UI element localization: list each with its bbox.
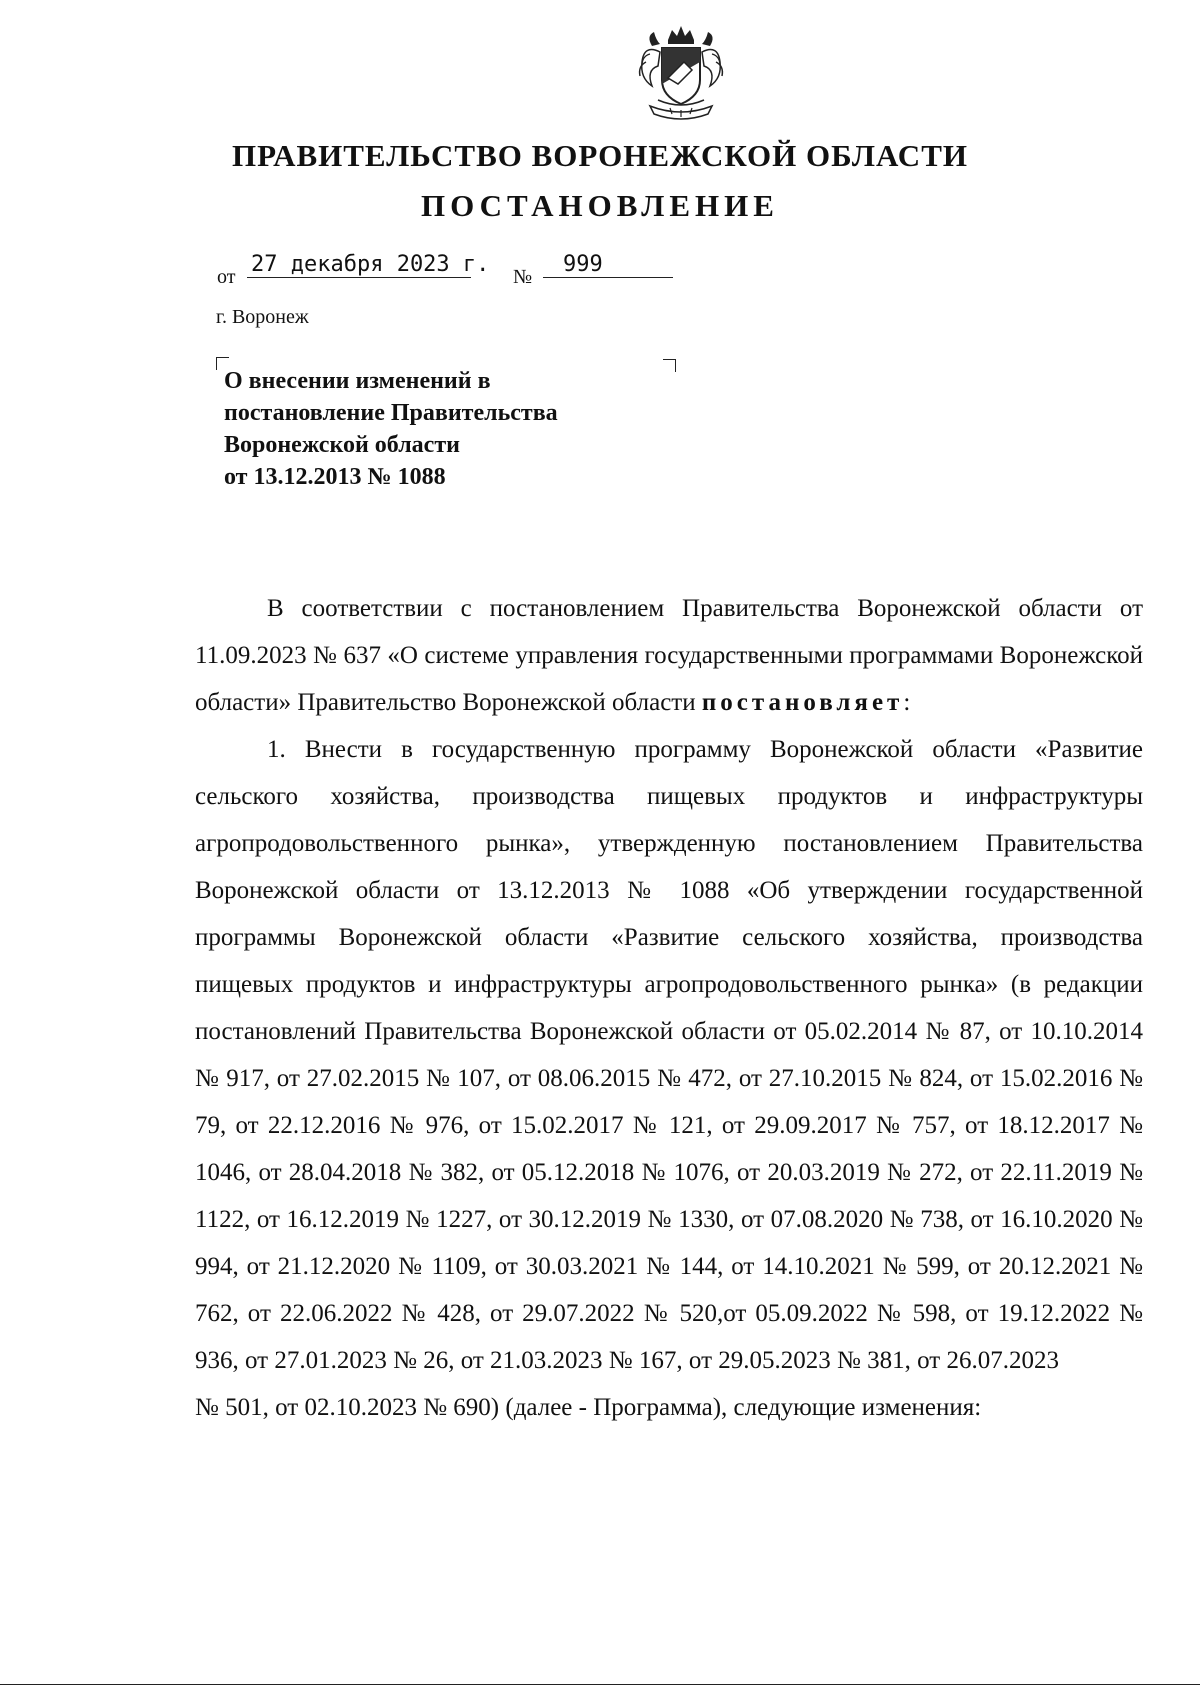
page-bottom-rule: [0, 1684, 1200, 1685]
document-date: 27 декабря 2023 г.: [247, 252, 471, 278]
subject-corner-right: [663, 359, 676, 372]
preamble-text: В соответствии с постановлением Правительства Воронежской области от 11.09.2023 № 637 «О системе управления государственными программами Воронежской области» Правительство Воронежской области: [195, 595, 1143, 716]
organization-title: ПРАВИТЕЛЬСТВО ВОРОНЕЖСКОЙ ОБЛАСТИ: [232, 138, 968, 173]
document-city: г. Воронеж: [216, 306, 309, 328]
number-sign: №: [513, 266, 533, 288]
subject-line: постановление Правительства: [224, 400, 558, 426]
subject-line: Воронежской области: [224, 432, 460, 458]
preamble-paragraph: [195, 585, 1143, 726]
item-1-tail: № 501, от 02.10.2023 № 690) (далее - Программа), следующие изменения:: [195, 1394, 982, 1421]
decree-word: постановляет: [701, 689, 904, 716]
date-prefix: от: [217, 266, 236, 288]
item-1-paragraph: 1. Внести в государственную программу Воронежской области «Развитие сельского хозяйства, производства пищевых продуктов и инфраструктуры агропродовольственного рынка», утвержденную постановлением Правительства Воронежской области от 13.12.2013 № 1088 «Об утверждении государственной программы Воронежской области «Развитие сельского хозяйства, производства пищевых продуктов и инфраструктуры агропродовольственного рынка» (в редакции постановлений Правительства Воронежской области от 05.02.2014 № 87, от 10.10.2014 № 917, от 27.02.2015 № 107, от 08.06.2015 № 472, от 27.10.2015 № 824, от 15.02.2016 № 79, от 22.12.2016 № 976, от 15.02.2017 № 121, от 29.09.2017 № 757, от 18.12.2017 № 1046, от 28.04.2018 № 382, от 05.12.2018 № 1076, от 20.03.2019 № 272, от 22.11.2019 № 1122, от 16.12.2019 № 1227, от 30.12.2019 № 1330, от 07.08.2020 № 738, от 16.10.2020 № 994, от 21.12.2020 № 1109, от 30.03.2021 № 144, от 14.10.2021 № 599, от 20.12.2021 № 762, от 22.06.2022 № 428, от 29.07.2022 № 520,от 05.09.2022 № 598, от 19.12.2022 № 936, от 27.01.2023 № 26, от 21.03.2023 № 167, от 29.05.2023 № 381, от 26.07.2023: [195, 736, 1143, 1374]
subject-line: О внесении изменений в: [224, 368, 491, 394]
coat-of-arms-icon: [628, 22, 734, 124]
document-type-title: ПОСТАНОВЛЕНИЕ: [421, 188, 779, 223]
document-subject: [224, 365, 558, 493]
document-body: [195, 585, 1143, 1431]
decree-colon: :: [903, 689, 911, 716]
subject-line: от 13.12.2013 № 1088: [224, 464, 446, 490]
document-number: 999: [543, 252, 673, 278]
